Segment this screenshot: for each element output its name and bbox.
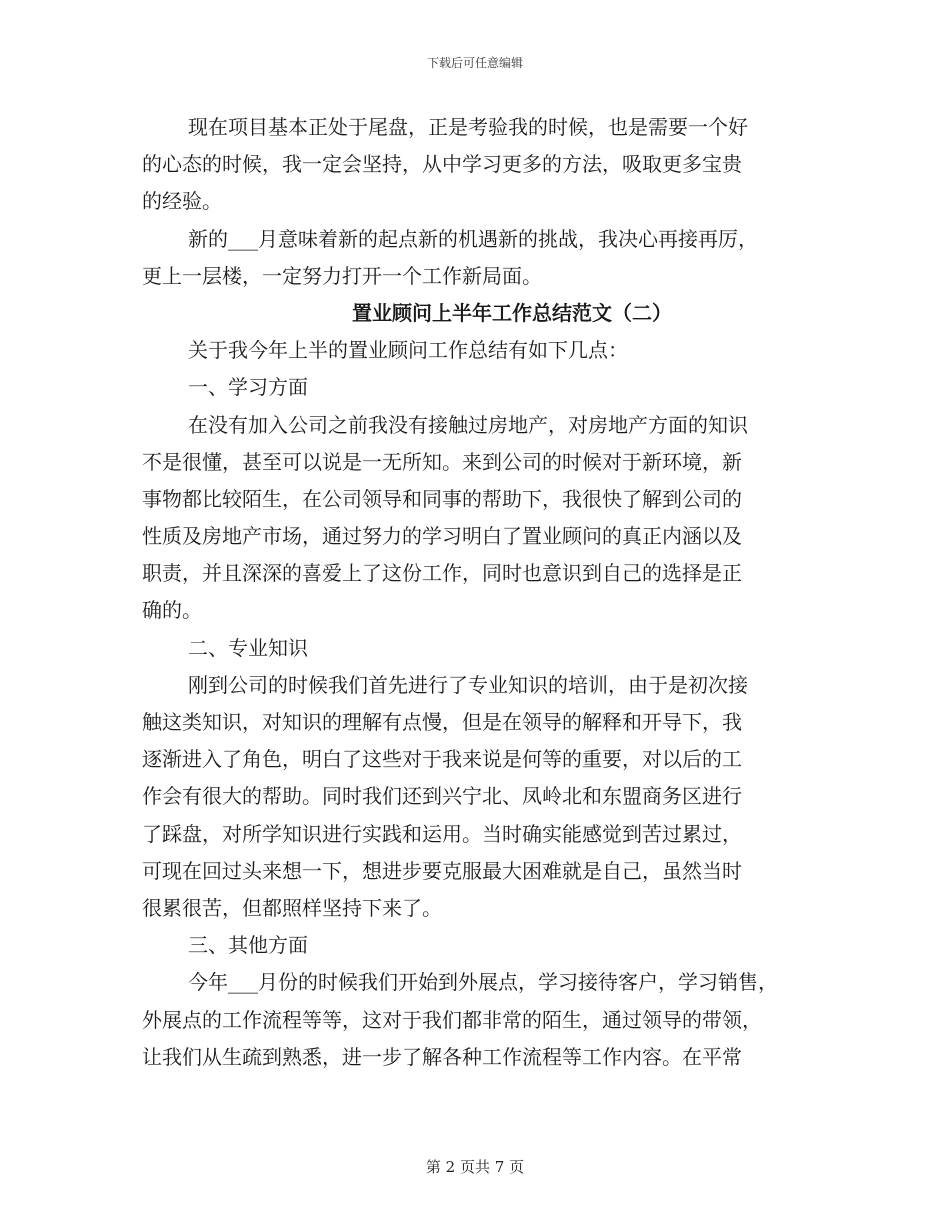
document-body <box>142 109 822 1076</box>
paragraph-line: 在没有加入公司之前我没有接触过房地产，对房地产方面的知识 <box>188 412 748 437</box>
paragraph-line: 外展点的工作流程等等，这对于我们都非常的陌生，通过领导的带领， <box>142 1007 762 1032</box>
paragraph-line: 刚到公司的时候我们首先进行了专业知识的培训，由于是初次接 <box>188 672 748 697</box>
paragraph-line: 很累很苦，但都照样坚持下来了。 <box>142 895 442 920</box>
paragraph-line: 了踩盘，对所学知识进行实践和运用。当时确实能感觉到苦过累过， <box>142 821 742 846</box>
section-heading: 二、专业知识 <box>188 635 308 660</box>
paragraph-line: 确的。 <box>142 598 202 623</box>
header-note: 下载后可任意编辑 <box>426 56 523 70</box>
paragraph-line: 职责，并且深深的喜爱上了这份工作，同时也意识到自己的选择是正 <box>142 561 742 586</box>
paragraph-line: 不是很懂，甚至可以说是一无所知。来到公司的时候对于新环境，新 <box>142 449 742 474</box>
section-heading: 三、其他方面 <box>188 933 308 958</box>
paragraph-line: 可现在回过头来想一下，想进步要克服最大困难就是自己，虽然当时 <box>142 858 742 883</box>
paragraph-line: 逐渐进入了角色，明白了这些对于我来说是何等的重要，对以后的工 <box>142 747 742 772</box>
paragraph-line: 更上一层楼，一定努力打开一个工作新局面。 <box>142 263 542 288</box>
paragraph-line: 触这类知识，对知识的理解有点慢，但是在领导的解释和开导下，我 <box>142 710 742 734</box>
section-heading: 一、学习方面 <box>188 375 308 400</box>
paragraph-line: 关于我今年上半的置业顾问工作总结有如下几点： <box>188 338 628 363</box>
paragraph-line: 今年___月份的时候我们开始到外展点，学习接待客户，学习销售， <box>188 970 778 995</box>
paragraph-line: 让我们从生疏到熟悉，进一步了解各种工作流程等工作内容。在平常 <box>142 1044 742 1069</box>
paragraph-line: 的心态的时候，我一定会坚持，从中学习更多的方法，吸取更多宝贵 <box>142 152 742 177</box>
section-title: 置业顾问上半年工作总结范文（二） <box>352 300 672 325</box>
paragraph-line: 性质及房地产市场，通过努力的学习明白了置业顾问的真正内涵以及 <box>142 524 742 549</box>
paragraph-line: 现在项目基本正处于尾盘，正是考验我的时候，也是需要一个好 <box>188 115 748 139</box>
paragraph-line: 的经验。 <box>142 189 222 214</box>
page-number: 第 2 页共 7 页 <box>425 1158 525 1176</box>
paragraph-line: 作会有很大的帮助。同时我们还到兴宁北、凤岭北和东盟商务区进行 <box>142 784 742 809</box>
paragraph-line: 新的___月意味着新的起点新的机遇新的挑战，我决心再接再厉， <box>188 226 758 251</box>
paragraph-line: 事物都比较陌生，在公司领导和同事的帮助下，我很快了解到公司的 <box>142 486 742 511</box>
